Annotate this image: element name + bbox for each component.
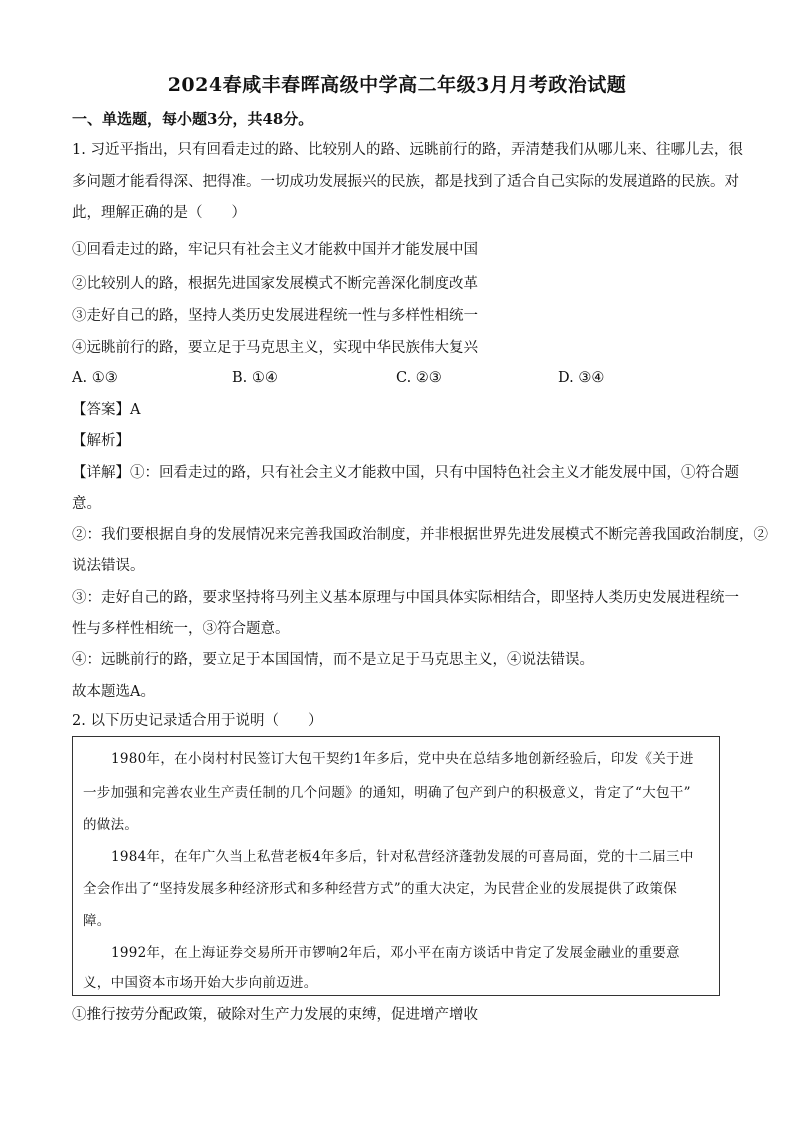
q1-detail-line: ③：走好自己的路，要求坚持将马列主义基本原理与中国具体实际相结合，即坚持人类历史发展进程统一 [72,590,739,606]
q1-detail-line: ④：远眺前行的路，要立足于本国国情，而不是立足于马克思主义，④说法错误。 [72,652,594,668]
q2-box-line: 全会作出了“坚持发展多种经济形式和多种经营方式”的重大决定，为民营企业的发展提供了政策保 [83,881,678,897]
q1-detail-line: 意。 [72,496,101,512]
q2-box-line: 的做法。 [83,817,139,833]
q1-option-c: C. ②③ [396,370,442,386]
q1-stem-line: 多问题才能看得深、把得准。一切成功发展振兴的民族，都是找到了适合自己实际的发展道路的民族。对 [72,174,739,190]
q1-option-b: B. ①④ [232,370,278,386]
q2-material-box [72,736,720,996]
q2-box-line: 障。 [83,913,111,929]
q2-box-line: 一步加强和完善农业生产责任制的几个问题》的通知，明确了包产到户的积极意义，肯定了“大包干” [83,785,691,801]
q1-statement: ②比较别人的路，根据先进国家发展模式不断完善深化制度改革 [72,276,478,292]
q1-statement: ④远眺前行的路，要立足于马克思主义，实现中华民族伟大复兴 [72,340,478,356]
q1-detail-line: 【详解】①：回看走过的路，只有社会主义才能救中国，只有中国特色社会主义才能发展中国，①符合题 [72,465,739,481]
q1-statement: ③走好自己的路，坚持人类历史发展进程统一性与多样性相统一 [72,308,478,324]
q2-box-line: 1980年，在小岗村村民签订大包干契约1年多后，党中央在总结多地创新经验后，印发《关于进 [111,751,694,767]
q1-option-d: D. ③④ [558,370,605,386]
q2-box-line: 义，中国资本市场开始大步向前迈进。 [83,975,318,991]
q1-stem-line: 1. 习近平指出，只有回看走过的路、比较别人的路、远眺前行的路，弄清楚我们从哪儿来、往哪儿去，很 [72,142,743,158]
section-heading: 一、单选题，每小题3分，共48分。 [72,110,314,128]
q1-statement: ①回看走过的路，牢记只有社会主义才能救中国并才能发展中国 [72,242,478,258]
q1-detail-line: ②：我们要根据自身的发展情况来完善我国政治制度，并非根据世界先进发展模式不断完善我国政治制度，② [72,527,768,543]
q2-box-line: 1992年，在上海证券交易所开市锣响2年后，邓小平在南方谈话中肯定了发展金融业的重要意 [111,945,680,961]
q1-detail-line: 说法错误。 [72,558,145,574]
q1-answer: 【答案】A [72,402,141,418]
q2-statement: ①推行按劳分配政策，破除对生产力发展的束缚，促进增产增收 [72,1007,478,1023]
q1-detail-line: 性与多样性相统一，③符合题意。 [72,621,290,637]
q1-analysis-label: 【解析】 [72,433,130,449]
q1-detail-line: 故本题选A。 [72,684,155,700]
q1-stem-line: 此，理解正确的是（ ） [72,205,246,221]
q1-option-a: A. ①③ [72,370,118,386]
exam-title: 2024春咸丰春晖高级中学高二年级3月月考政治试题 [167,74,627,96]
q2-stem: 2. 以下历史记录适合用于说明（ ） [72,713,323,729]
q2-box-line: 1984年，在年广久当上私营老板4年多后，针对私营经济蓬勃发展的可喜局面，党的十二届三中 [111,849,694,865]
